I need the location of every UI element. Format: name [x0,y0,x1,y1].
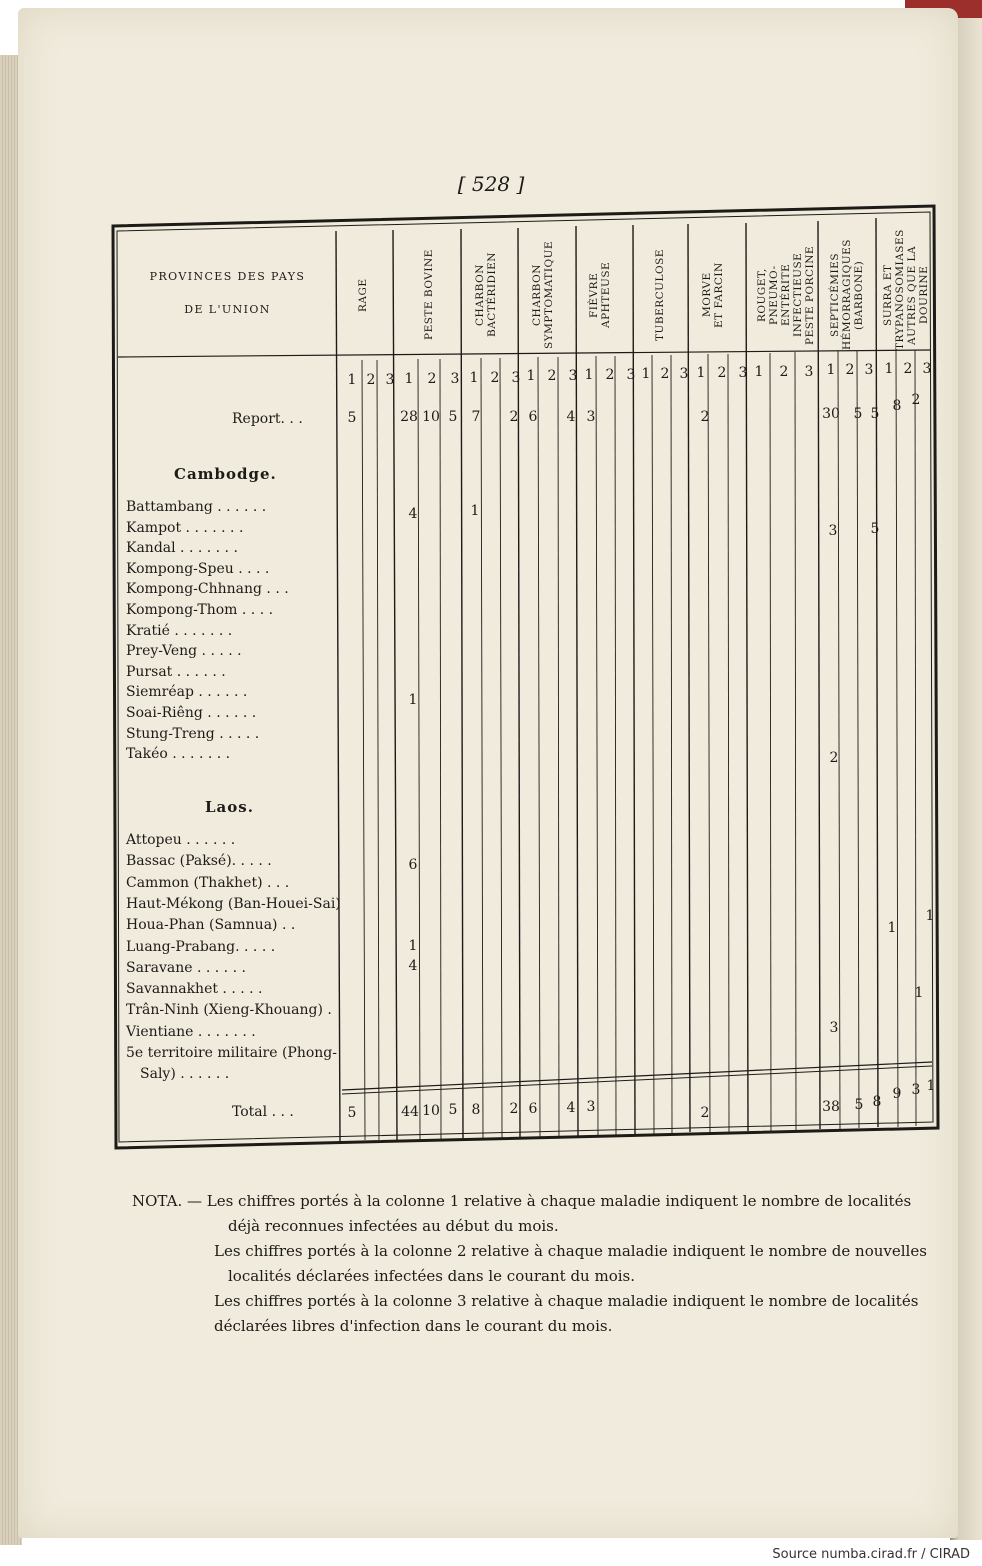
report-peste-3: 5 [448,409,458,425]
province-row: Battambang . . . . . . [126,499,267,515]
battambang-peste-1: 4 [408,506,418,522]
total-charbon-s-3: 4 [566,1100,576,1116]
province-row: Kompong-Thom . . . . [126,602,274,618]
total-charbon-b-3: 2 [509,1101,519,1117]
province-row: Houa-Phan (Samnua) . . [126,917,296,934]
luang-peste-1: 1 [408,938,418,954]
subcolumn-7-1: 1 [696,364,706,381]
page-number: [ 528 ] [457,172,525,196]
header-charbon-bacteridien: CHARBON BACTÉRIDIEN [474,252,498,338]
province-row: Takéo . . . . . . . [126,746,231,763]
report-charbon-s-3: 4 [566,409,576,425]
nota-line-3: Les chiffres portés à la colonne 3 relative à chaque maladie indiquent le nombre de localités [214,1292,919,1310]
subcolumn-8-1: 1 [754,363,764,380]
total-septi-3: 8 [872,1094,882,1110]
total-peste-3: 5 [448,1102,458,1118]
report-morve-1: 2 [700,409,710,425]
siemreap-peste-1: 1 [408,692,418,708]
province-row: Kompong-Chhnang . . . [126,581,289,598]
province-row: Kampot . . . . . . . [126,519,244,536]
total-surra-1: 9 [892,1086,902,1102]
province-row: Stung-Treng . . . . . [126,725,260,742]
battambang-charbon-b-1: 1 [470,503,480,519]
subcolumn-4-3: 3 [568,368,578,385]
total-charbon-b-1: 8 [471,1102,481,1118]
report-charbon-b-3: 2 [509,409,519,425]
houaphan-surra-1: 1 [887,920,897,936]
bassac-peste-1: 6 [408,857,418,873]
province-row: 5e territoire militaire (Phong- [126,1045,337,1061]
subcolumn-5-1: 1 [584,367,594,384]
nota-block [132,1190,932,1340]
province-row: Attopeu . . . . . . [126,832,236,848]
nota-line-1: NOTA. — Les chiffres portés à la colonne 1 relative à chaque maladie indiquent le nombre de localités [132,1192,912,1210]
province-row: Pursat . . . . . . [126,663,226,680]
subcolumn-6-1: 1 [641,366,651,382]
province-row: Kratié . . . . . . . [126,622,233,639]
report-label: Report. . . [232,411,303,427]
subcolumn-10-2: 2 [903,361,913,378]
subcolumn-10-3: 3 [922,361,932,378]
subcolumn-3-1: 1 [469,369,479,386]
subcolumn-1-3: 3 [385,372,395,388]
report-septi-3: 5 [870,406,880,422]
province-row: Trân-Ninh (Xieng-Khouang) . [126,1002,332,1019]
total-rage-1: 5 [347,1105,357,1121]
subcolumn-10-1: 1 [884,361,894,378]
subcolumn-6-3: 3 [679,366,689,382]
header-morve-farcin: MORVE ET FARCIN [701,262,725,328]
total-charbon-s-1: 6 [528,1101,538,1117]
subcolumn-9-2: 2 [845,362,855,379]
tranninh-surra-3: 1 [914,985,924,1001]
header-tuberculose: TUBERCULOSE [654,249,666,341]
subcolumn-9-1: 1 [826,362,836,379]
total-septi-1: 38 [822,1099,840,1115]
province-row: Saravane . . . . . . [126,959,246,976]
nota-line-2b: localités déclarées infectées dans le courant du mois. [228,1267,636,1285]
subcolumn-9-3: 3 [864,362,874,379]
subcolumn-2-2: 2 [427,370,437,387]
province-row: Kandal . . . . . . . [126,540,238,557]
nota-line-2: Les chiffres portés à la colonne 2 relative à chaque maladie indiquent le nombre de nouvelles [214,1242,927,1260]
houaphan-surra-3: 1 [925,908,935,924]
total-morve-1: 2 [700,1105,710,1121]
takeo-septi-1: 2 [829,750,839,766]
subcolumn-8-2: 2 [779,363,789,380]
subcolumn-1-2: 2 [366,372,376,388]
header-rouget: ROUGET, PNEUMO- ENTÉRITE INFECTIEUSE PESTE PORCINE [756,245,816,345]
total-surra-3: 1 [926,1078,936,1094]
province-row: Siemréap . . . . . . [126,684,248,701]
subcolumn-5-2: 2 [605,367,615,384]
province-row: Bassac (Paksé). . . . . [126,853,272,870]
province-row: Savannakhet . . . . . [126,981,263,998]
kampot-septi-1: 3 [828,523,838,539]
province-row: Luang-Prabang. . . . . [126,938,276,955]
province-row: Cammon (Thakhet) . . . [126,874,290,891]
province-row: Vientiane . . . . . . . [126,1023,256,1040]
report-charbon-s-1: 6 [528,409,538,425]
report-surra-2: 2 [911,392,921,408]
report-peste-2: 10 [422,409,440,425]
subcolumn-2-1: 1 [404,370,414,387]
vientiane-septi-1: 3 [829,1020,839,1036]
subcolumn-5-3: 3 [626,367,636,384]
header-surra: SURRA ET TRYPANOSOMIASES AUTRES QUE LA DOURINE [882,229,930,350]
nota-line-3b: déclarées libres d'infection dans le courant du mois. [214,1317,613,1335]
report-peste-1: 28 [400,409,418,425]
subcolumn-1-1: 1 [347,372,357,388]
saravane-peste-1: 4 [408,958,418,974]
subcolumn-7-2: 2 [717,364,727,381]
subcolumn-6-2: 2 [660,366,670,382]
nota-line-1b: déjà reconnues infectées au début du mois. [228,1217,559,1235]
province-row: Kompong-Speu . . . . [126,560,270,577]
subcolumn-3-3: 3 [511,369,521,386]
subcolumn-3-2: 2 [490,369,500,386]
header-charbon-symptomatique: CHARBON SYMPTOMATIQUE [531,240,555,350]
total-septi-2: 5 [854,1097,864,1113]
subcolumn-8-3: 3 [804,363,814,380]
header-fievre-aphteuse: FIÈVRE APHTEUSE [588,261,612,329]
subcolumn-4-1: 1 [526,368,536,385]
province-row: Saly) . . . . . . [140,1066,230,1083]
header-septicemies: SEPTICÉMIES HÉMORRAGIQUES (BARBONE) [829,239,865,350]
report-fievre-1: 3 [586,409,596,425]
header-rage: RAGE [357,278,369,312]
province-row: Prey-Veng . . . . . [126,643,242,660]
corner-header-line1: PROVINCES DES PAYS [149,270,306,283]
subcolumn-2-3: 3 [450,370,460,387]
total-label: Total . . . [232,1104,294,1120]
total-surra-2: 3 [911,1082,921,1098]
report-septi-1: 30 [822,406,840,422]
report-rage-1: 5 [347,410,357,426]
section-laos: Laos. [205,798,254,816]
subcolumn-7-3: 3 [738,364,748,381]
report-surra-1: 8 [892,398,902,414]
corner-header-line2: DE L'UNION [184,303,271,316]
header-peste-bovine: PESTE BOVINE [423,249,435,341]
province-row: Haut-Mékong (Ban-Houei-Sai) [126,895,341,912]
kampot-septi-3: 5 [870,521,880,537]
province-row: Soai-Riêng . . . . . . [126,705,257,721]
report-charbon-b-1: 7 [471,409,481,425]
section-cambodge: Cambodge. [174,465,277,483]
total-peste-1: 44 [401,1104,419,1120]
report-septi-2: 5 [853,406,863,422]
subcolumn-4-2: 2 [547,368,557,385]
source-credit: Source numba.cirad.fr / CIRAD [772,1547,970,1562]
total-fievre-1: 3 [586,1099,596,1115]
total-peste-2: 10 [422,1103,440,1119]
